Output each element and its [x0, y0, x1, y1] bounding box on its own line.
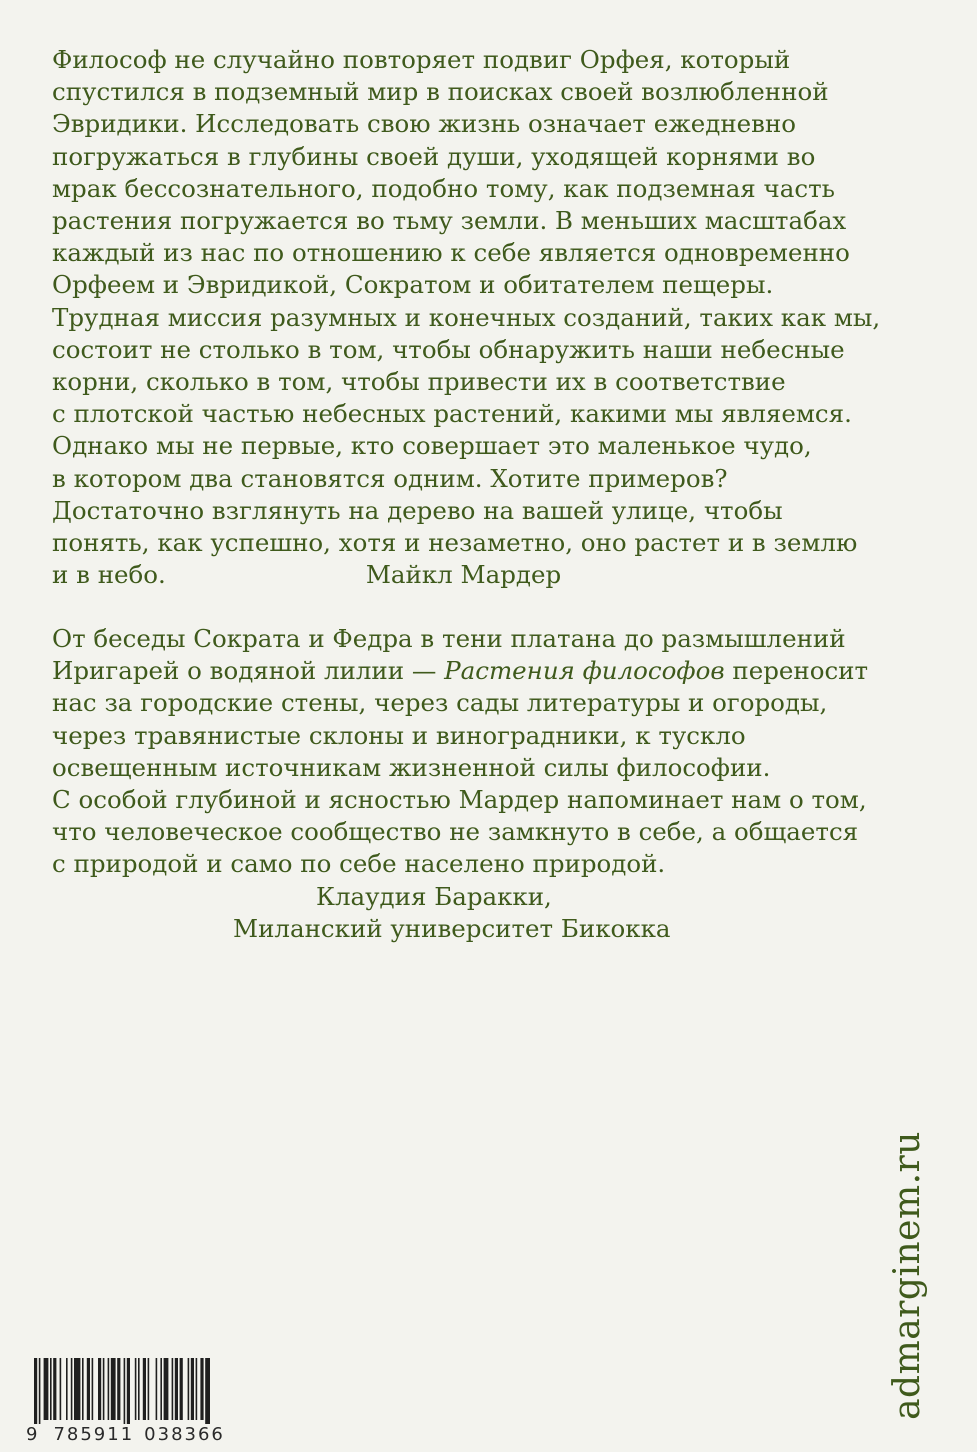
barcode-bar: [108, 1358, 110, 1420]
barcode-bars: [26, 1358, 262, 1424]
barcode-bar: [188, 1358, 190, 1420]
text-line: погружаться в глубины своей души, уходящей корнями во: [52, 141, 816, 171]
barcode-bar: [98, 1358, 101, 1420]
text-line: [52, 655, 932, 687]
barcode-bar: [103, 1358, 105, 1420]
barcode-bar: [160, 1358, 162, 1420]
author-signature: Клаудия Баракки,: [316, 881, 552, 911]
publisher-website: [877, 1120, 937, 1430]
barcode-bar: [156, 1358, 158, 1420]
barcode-bar: [191, 1358, 194, 1420]
text-line: Однако мы не первые, кто совершает это маленькое чудо,: [52, 431, 812, 461]
barcode-bar: [143, 1358, 146, 1420]
website-text: admarginem.ru: [886, 1130, 928, 1420]
quote-baracchi: [52, 623, 932, 945]
text-line: растения погружается во тьму земли. В меньших масштабах: [52, 206, 847, 236]
text-line: с природой и само по себе населено природой.: [52, 849, 666, 879]
barcode-bar: [127, 1358, 130, 1424]
barcode-bar: [148, 1358, 150, 1420]
barcode-group-left: 785911: [53, 1424, 135, 1445]
barcode-bar: [175, 1358, 178, 1420]
barcode-bar: [138, 1358, 140, 1420]
text-line: в котором два становятся одним. Хотите примеров?: [52, 463, 728, 493]
barcode-bar: [87, 1358, 90, 1420]
text-line: что человеческое сообщество не замкнуто в себе, а общается: [52, 817, 859, 847]
text-line: С особой глубиной и ясностью Мардер напоминает нам о том,: [52, 785, 867, 815]
barcode-bar: [34, 1358, 37, 1424]
text-line: Достаточно взглянуть на дерево на вашей улице, чтобы: [52, 495, 783, 525]
barcode-bar: [111, 1358, 116, 1420]
barcode-bar: [172, 1358, 174, 1420]
barcode-bar: [60, 1358, 62, 1420]
text-line: состоит не столько в том, чтобы обнаружить наши небесные: [52, 334, 845, 364]
text-line: через травянистые склоны и виноградники, к тускло: [52, 720, 746, 750]
text-segment: переносит: [724, 656, 869, 686]
barcode-bar: [53, 1358, 56, 1420]
text-line: [52, 559, 932, 591]
text-line: освещенным источникам жизненной силы философии.: [52, 752, 771, 782]
text-line: мрак бессознательного, подобно тому, как подземная часть: [52, 173, 835, 203]
last-line-text: и в небо.: [52, 560, 166, 590]
text-line: От беседы Сократа и Федра в тени платана до размышлений: [52, 624, 846, 653]
barcode-bar: [124, 1358, 126, 1424]
barcode-bar: [66, 1358, 68, 1420]
barcode-bar: [180, 1358, 183, 1420]
barcode-bar: [205, 1358, 210, 1424]
barcode-bar: [50, 1358, 52, 1420]
barcode-bar: [117, 1358, 120, 1420]
text-line: корни, сколько в том, чтобы привести их в соответствие: [52, 367, 786, 397]
barcode-bar: [92, 1358, 94, 1420]
barcode-first-digit: 9: [26, 1424, 40, 1445]
barcode-number: [26, 1424, 262, 1445]
barcode-bar: [135, 1358, 137, 1420]
barcode-bar: [44, 1358, 49, 1420]
barcode-bar: [39, 1358, 41, 1424]
barcode-bar: [164, 1358, 169, 1420]
text-line: Трудная миссия разумных и конечных созданий, таких как мы,: [52, 302, 881, 332]
text-line: Философ не случайно повторяет подвиг Орфея, который: [52, 45, 791, 74]
author-affiliation: Миланский университет Бикокка: [233, 913, 671, 943]
barcode-group-right: 038366: [144, 1424, 225, 1445]
barcode-bar: [82, 1358, 84, 1420]
text-line: понять, как успешно, хотя и незаметно, оно растет и в землю: [52, 528, 858, 558]
text-line: с плотской частью небесных растений, какими мы являемся.: [52, 399, 852, 429]
text-line: Эвридики. Исследовать свою жизнь означает ежедневно: [52, 109, 797, 139]
barcode-bar: [71, 1358, 73, 1420]
text-segment: Иригарей о водяной лилии —: [52, 656, 445, 686]
quote-marder: [52, 44, 932, 591]
text-line: спустился в подземный мир в поисках своей возлюбленной: [52, 77, 829, 107]
barcode-bar: [200, 1358, 203, 1420]
barcode-bar: [74, 1358, 80, 1420]
text-line: нас за городские стены, через сады литературы и огороды,: [52, 688, 828, 718]
text-line: Орфеем и Эвридикой, Сократом и обитателем пещеры.: [52, 270, 774, 300]
barcode-bar: [196, 1358, 198, 1420]
author-signature: Майкл Мардер: [365, 560, 562, 590]
book-title: Растения философов: [444, 656, 725, 686]
text-line: каждый из нас по отношению к себе является одновременно: [52, 238, 850, 268]
